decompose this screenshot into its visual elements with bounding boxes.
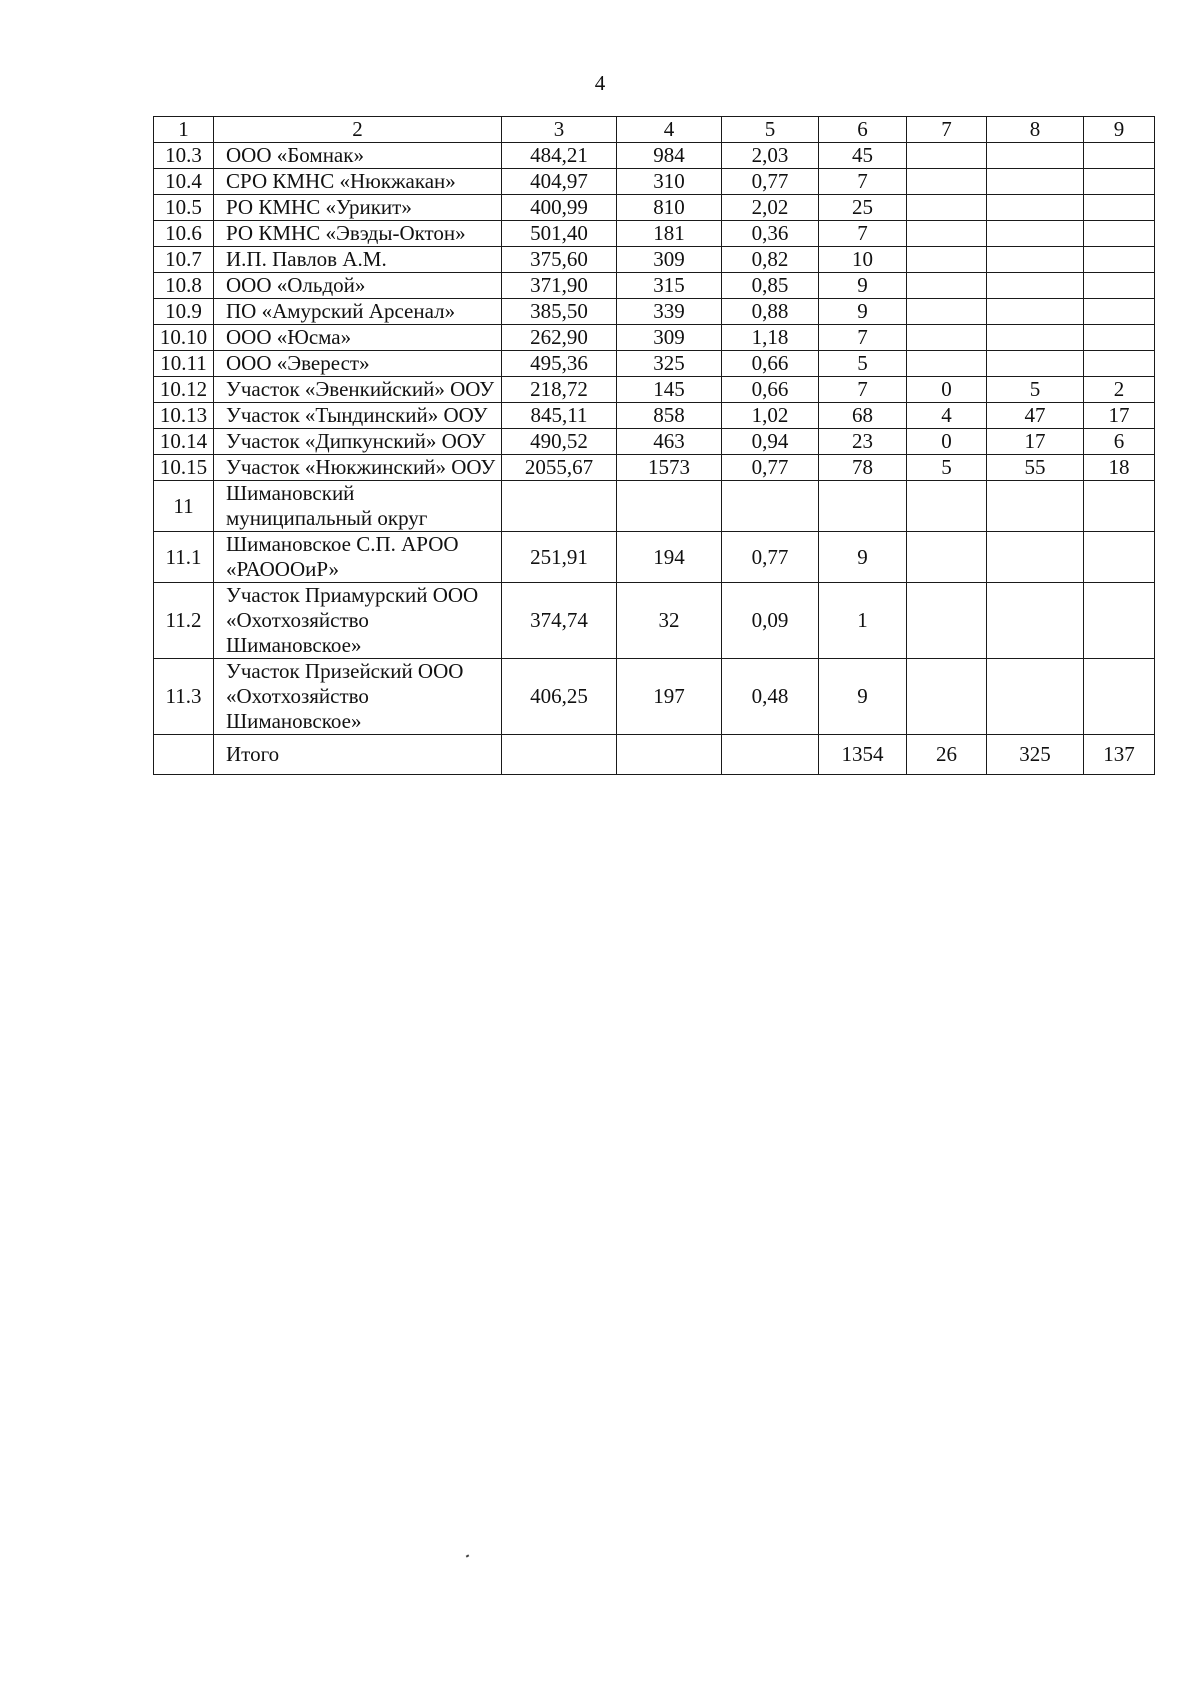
cell-count: 145 <box>617 377 722 403</box>
table-row <box>154 659 1155 735</box>
row-name: И.П. Павлов А.М. <box>214 247 502 273</box>
column-header: 6 <box>819 117 907 143</box>
cell-area: 385,50 <box>502 299 617 325</box>
table-row <box>154 583 1155 659</box>
cell-col-8 <box>987 195 1084 221</box>
cell-density: 0,94 <box>722 429 819 455</box>
row-number: 11.3 <box>154 659 214 735</box>
cell-col-7 <box>907 351 987 377</box>
row-name: СРО КМНС «Нюкжакан» <box>214 169 502 195</box>
cell-count: 310 <box>617 169 722 195</box>
cell-col-7 <box>907 325 987 351</box>
cell-area: 406,25 <box>502 659 617 735</box>
table-row <box>154 169 1155 195</box>
table-row <box>154 429 1155 455</box>
cell-col-8 <box>987 325 1084 351</box>
cell-col-8 <box>987 481 1084 532</box>
cell-col-8: 17 <box>987 429 1084 455</box>
cell-col-6: 25 <box>819 195 907 221</box>
cell-col-6: 10 <box>819 247 907 273</box>
column-header: 2 <box>214 117 502 143</box>
row-number: 10.15 <box>154 455 214 481</box>
cell-col-8 <box>987 247 1084 273</box>
cell-col-9 <box>1084 659 1155 735</box>
cell-col-7 <box>907 143 987 169</box>
cell-col-9 <box>1084 169 1155 195</box>
cell-col-6: 9 <box>819 659 907 735</box>
row-name: РО КМНС «Эвэды-Октон» <box>214 221 502 247</box>
cell-col-6: 9 <box>819 273 907 299</box>
cell-col-9 <box>1084 532 1155 583</box>
cell-col-7: 0 <box>907 429 987 455</box>
cell-density: 2,03 <box>722 143 819 169</box>
row-number: 10.14 <box>154 429 214 455</box>
cell-col-7 <box>907 169 987 195</box>
cell-count: 858 <box>617 403 722 429</box>
row-name: ООО «Бомнак» <box>214 143 502 169</box>
cell-col-6: 5 <box>819 351 907 377</box>
table-row <box>154 247 1155 273</box>
cell-col-9: 17 <box>1084 403 1155 429</box>
cell-area: 371,90 <box>502 273 617 299</box>
row-number: 10.11 <box>154 351 214 377</box>
row-number: 10.4 <box>154 169 214 195</box>
cell-col-7 <box>907 273 987 299</box>
cell-col-7 <box>907 221 987 247</box>
row-name: ООО «Юсма» <box>214 325 502 351</box>
row-name: Участок «Тындинский» ООУ <box>214 403 502 429</box>
column-header: 3 <box>502 117 617 143</box>
cell-density: 0,82 <box>722 247 819 273</box>
cell-count: 810 <box>617 195 722 221</box>
cell-count: 325 <box>617 351 722 377</box>
cell-count: 309 <box>617 247 722 273</box>
cell-count: 309 <box>617 325 722 351</box>
cell-count: 984 <box>617 143 722 169</box>
cell-col-6: 45 <box>819 143 907 169</box>
row-number: 11 <box>154 481 214 532</box>
cell-density: 0,88 <box>722 299 819 325</box>
cell-density: 0,85 <box>722 273 819 299</box>
cell-area: 2055,67 <box>502 455 617 481</box>
cell-col-7: 4 <box>907 403 987 429</box>
cell-area: 501,40 <box>502 221 617 247</box>
cell-count: 339 <box>617 299 722 325</box>
cell-col-9: 6 <box>1084 429 1155 455</box>
table-header-row <box>154 117 1155 143</box>
cell-area: 495,36 <box>502 351 617 377</box>
cell-col-9 <box>1084 221 1155 247</box>
row-name: Участок «Дипкунский» ООУ <box>214 429 502 455</box>
cell-col-7: 0 <box>907 377 987 403</box>
cell-area: 404,97 <box>502 169 617 195</box>
table-row <box>154 195 1155 221</box>
row-number: 10.3 <box>154 143 214 169</box>
data-table <box>153 116 1155 775</box>
row-number: 10.7 <box>154 247 214 273</box>
cell-col-7 <box>907 195 987 221</box>
table-row <box>154 403 1155 429</box>
cell-col-6: 9 <box>819 299 907 325</box>
column-header: 7 <box>907 117 987 143</box>
cell-total-6: 1354 <box>819 735 907 775</box>
cell-area: 374,74 <box>502 583 617 659</box>
row-number: 11.2 <box>154 583 214 659</box>
cell-count: 32 <box>617 583 722 659</box>
cell-col-9: 2 <box>1084 377 1155 403</box>
cell-density: 0,36 <box>722 221 819 247</box>
row-number: 10.6 <box>154 221 214 247</box>
column-header: 4 <box>617 117 722 143</box>
cell-col-8: 5 <box>987 377 1084 403</box>
cell-area: 490,52 <box>502 429 617 455</box>
cell-col-6: 7 <box>819 377 907 403</box>
cell-area <box>502 735 617 775</box>
cell-col-8 <box>987 273 1084 299</box>
row-name: Участок Приамурский ООО «Охотхозяйство Шимановское» <box>214 583 502 659</box>
cell-col-6: 68 <box>819 403 907 429</box>
cell-area: 375,60 <box>502 247 617 273</box>
cell-col-8 <box>987 143 1084 169</box>
cell-col-9 <box>1084 273 1155 299</box>
table-row <box>154 377 1155 403</box>
cell-density <box>722 481 819 532</box>
row-name: РО КМНС «Урикит» <box>214 195 502 221</box>
row-name: Шимановский муниципальный округ <box>214 481 502 532</box>
cell-total-7: 26 <box>907 735 987 775</box>
column-header: 9 <box>1084 117 1155 143</box>
cell-density: 0,77 <box>722 532 819 583</box>
cell-count: 1573 <box>617 455 722 481</box>
row-number: 10.13 <box>154 403 214 429</box>
cell-col-7 <box>907 659 987 735</box>
table-row <box>154 351 1155 377</box>
row-name: Участок «Нюкжинский» ООУ <box>214 455 502 481</box>
cell-col-9 <box>1084 195 1155 221</box>
cell-count: 194 <box>617 532 722 583</box>
cell-area: 251,91 <box>502 532 617 583</box>
cell-density: 1,02 <box>722 403 819 429</box>
cell-col-8: 47 <box>987 403 1084 429</box>
cell-col-6: 7 <box>819 325 907 351</box>
row-number: 10.9 <box>154 299 214 325</box>
cell-area: 845,11 <box>502 403 617 429</box>
cell-density: 0,09 <box>722 583 819 659</box>
cell-col-7 <box>907 583 987 659</box>
cell-col-7: 5 <box>907 455 987 481</box>
cell-density: 2,02 <box>722 195 819 221</box>
cell-col-7 <box>907 532 987 583</box>
cell-density: 0,77 <box>722 169 819 195</box>
row-number: 10.8 <box>154 273 214 299</box>
cell-density: 0,48 <box>722 659 819 735</box>
total-label: Итого <box>214 735 502 775</box>
cell-col-7 <box>907 481 987 532</box>
row-number: 10.5 <box>154 195 214 221</box>
cell-density: 0,77 <box>722 455 819 481</box>
cell-col-6: 78 <box>819 455 907 481</box>
cell-density: 0,66 <box>722 351 819 377</box>
cell-col-6: 23 <box>819 429 907 455</box>
table-row <box>154 325 1155 351</box>
table-row <box>154 481 1155 532</box>
cell-col-9 <box>1084 351 1155 377</box>
cell-col-6: 1 <box>819 583 907 659</box>
row-name: ПО «Амурский Арсенал» <box>214 299 502 325</box>
cell-col-7 <box>907 247 987 273</box>
row-name: Шимановское С.П. АРОО «РАОООиР» <box>214 532 502 583</box>
cell-area: 218,72 <box>502 377 617 403</box>
cell-density: 0,66 <box>722 377 819 403</box>
cell-count: 181 <box>617 221 722 247</box>
table-row <box>154 455 1155 481</box>
cell-col-9 <box>1084 583 1155 659</box>
row-number <box>154 735 214 775</box>
page-number: 4 <box>594 71 606 95</box>
row-name: Участок Призейский ООО «Охотхозяйство Шимановское» <box>214 659 502 735</box>
table-row <box>154 532 1155 583</box>
cell-area: 262,90 <box>502 325 617 351</box>
cell-col-8: 55 <box>987 455 1084 481</box>
cell-col-6: 7 <box>819 221 907 247</box>
row-name: ООО «Ольдой» <box>214 273 502 299</box>
cell-col-9 <box>1084 325 1155 351</box>
row-number: 11.1 <box>154 532 214 583</box>
cell-count <box>617 735 722 775</box>
row-number: 10.10 <box>154 325 214 351</box>
cell-area: 400,99 <box>502 195 617 221</box>
cell-col-6: 9 <box>819 532 907 583</box>
cell-col-9 <box>1084 247 1155 273</box>
cell-col-8 <box>987 299 1084 325</box>
column-header: 5 <box>722 117 819 143</box>
cell-col-8 <box>987 532 1084 583</box>
cell-col-9 <box>1084 481 1155 532</box>
table-row <box>154 221 1155 247</box>
cell-col-9 <box>1084 299 1155 325</box>
scan-speck <box>466 1554 470 1557</box>
table-row <box>154 143 1155 169</box>
row-name: ООО «Эверест» <box>214 351 502 377</box>
row-name: Участок «Эвенкийский» ООУ <box>214 377 502 403</box>
column-header: 1 <box>154 117 214 143</box>
table-row <box>154 299 1155 325</box>
cell-count <box>617 481 722 532</box>
cell-total-9: 137 <box>1084 735 1155 775</box>
cell-col-9 <box>1084 143 1155 169</box>
cell-total-8: 325 <box>987 735 1084 775</box>
cell-area <box>502 481 617 532</box>
cell-area: 484,21 <box>502 143 617 169</box>
cell-col-6 <box>819 481 907 532</box>
cell-col-7 <box>907 299 987 325</box>
cell-count: 197 <box>617 659 722 735</box>
row-number: 10.12 <box>154 377 214 403</box>
cell-col-8 <box>987 351 1084 377</box>
cell-col-9: 18 <box>1084 455 1155 481</box>
cell-col-8 <box>987 583 1084 659</box>
column-header: 8 <box>987 117 1084 143</box>
cell-col-8 <box>987 659 1084 735</box>
cell-count: 315 <box>617 273 722 299</box>
table-row <box>154 273 1155 299</box>
cell-col-6: 7 <box>819 169 907 195</box>
cell-density: 1,18 <box>722 325 819 351</box>
cell-density <box>722 735 819 775</box>
total-row <box>154 735 1155 775</box>
cell-count: 463 <box>617 429 722 455</box>
cell-col-8 <box>987 169 1084 195</box>
cell-col-8 <box>987 221 1084 247</box>
